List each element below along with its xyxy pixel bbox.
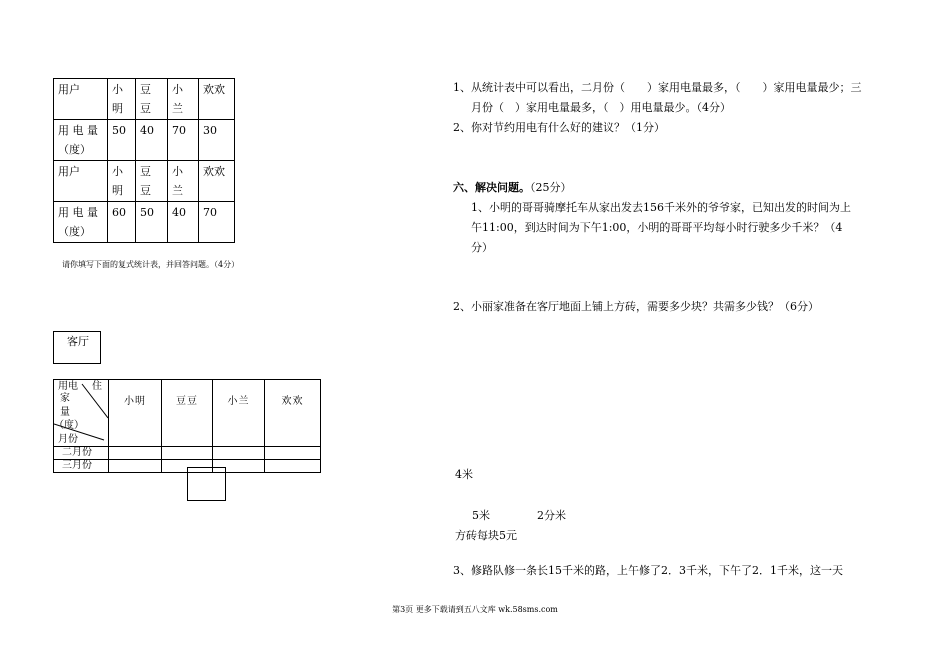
table-cell: 用 电 量 （度） <box>54 120 108 161</box>
compound-stat-table <box>53 379 321 473</box>
blank-cell[interactable] <box>109 460 162 473</box>
instruction-text: 请你填写下面的复式统计表，并回答问题。（4分） <box>62 260 240 269</box>
tile-price: 方砖每块5元 <box>455 529 517 542</box>
table-cell: 50 <box>136 202 168 243</box>
table-cell: 用户 <box>54 79 108 120</box>
blank-cell[interactable] <box>265 447 321 460</box>
table-cell: 用户 <box>54 161 108 202</box>
column-header: 小明 <box>109 380 162 447</box>
row-label: 二月份 <box>54 447 109 460</box>
blank-cell[interactable] <box>162 447 213 460</box>
table-row <box>54 447 321 460</box>
diagonal-header-cell <box>54 380 109 447</box>
table-cell: 小 明 <box>108 79 136 120</box>
diag-label-top-left: 用电 <box>58 381 78 392</box>
table-cell: 40 <box>168 202 199 243</box>
p1-line-2: 午11:00，到达时间为下午1:00，小明的哥哥平均每小时行驶多少千米？（4 <box>471 221 843 234</box>
problem-1 <box>471 198 891 258</box>
column-header: 小兰 <box>213 380 265 447</box>
electricity-table <box>53 78 235 243</box>
section-6-title: 六、解决问题。 <box>453 181 530 194</box>
table-header-row <box>54 380 321 447</box>
problem-2: 2、小丽家准备在客厅地面上铺上方砖，需要多少块？共需多少钱？（6分） <box>453 300 819 313</box>
table-cell: 60 <box>108 202 136 243</box>
page-footer: 第3页 更多下载请到五八文库 wk.58sms.com <box>392 605 558 614</box>
table-cell: 小 兰 <box>168 161 199 202</box>
dimension-4m: 4米 <box>455 468 473 481</box>
p1-line-1: 1、小明的哥哥骑摩托车从家出发去156千米外的爷爷家，已知出发的时间为上 <box>471 201 851 214</box>
table-row <box>54 79 235 120</box>
section-6-score: （25分） <box>530 181 572 194</box>
p1-line-3: 分） <box>471 241 493 254</box>
diag-label-mid3: （度） <box>54 420 84 431</box>
table-cell: 小 兰 <box>168 79 199 120</box>
table-row <box>54 120 235 161</box>
table-cell: 欢欢 <box>199 161 235 202</box>
q1-line-2: 月份（ ）家用电量最多，（ ）用电量最少。（4分） <box>471 101 731 114</box>
table-cell: 30 <box>199 120 235 161</box>
blank-cell[interactable] <box>109 447 162 460</box>
dimension-2dm: 2分米 <box>537 509 566 522</box>
table-row <box>54 202 235 243</box>
problem-3: 3、修路队修一条长15千米的路，上午修了2．3千米，下午了2．1千米，这一天 <box>453 564 843 577</box>
column-header: 豆豆 <box>162 380 213 447</box>
table-cell: 小 明 <box>108 161 136 202</box>
table-cell: 豆 豆 <box>136 79 168 120</box>
table-row <box>54 161 235 202</box>
table-cell: 70 <box>168 120 199 161</box>
q1-line-1: 1、从统计表中可以看出，二月份（ ）家用电量最多，（ ）家用电量最少；三 <box>453 81 862 94</box>
diag-label-bottom: 月份 <box>58 434 78 445</box>
table-cell: 40 <box>136 120 168 161</box>
diag-label-mid2: 量 <box>60 407 70 418</box>
section-6-heading <box>453 178 572 198</box>
row-label: 三月份 <box>54 460 109 473</box>
table-cell: 用 电 量 （度） <box>54 202 108 243</box>
column-header: 欢欢 <box>265 380 321 447</box>
living-room-box <box>53 331 101 364</box>
question-2: 2、你对节约用电有什么好的建议？（1分） <box>453 121 665 134</box>
diag-label-top-right: 住 <box>92 381 102 392</box>
diag-label-mid1: 家 <box>60 393 70 404</box>
table-cell: 70 <box>199 202 235 243</box>
living-room-label: 客厅 <box>67 335 89 348</box>
table-cell: 豆 豆 <box>136 161 168 202</box>
table-cell: 50 <box>108 120 136 161</box>
dimension-5m: 5米 <box>472 509 490 522</box>
tile-square <box>187 467 226 501</box>
blank-cell[interactable] <box>265 460 321 473</box>
table-cell: 欢欢 <box>199 79 235 120</box>
blank-cell[interactable] <box>213 447 265 460</box>
question-1 <box>453 78 893 118</box>
